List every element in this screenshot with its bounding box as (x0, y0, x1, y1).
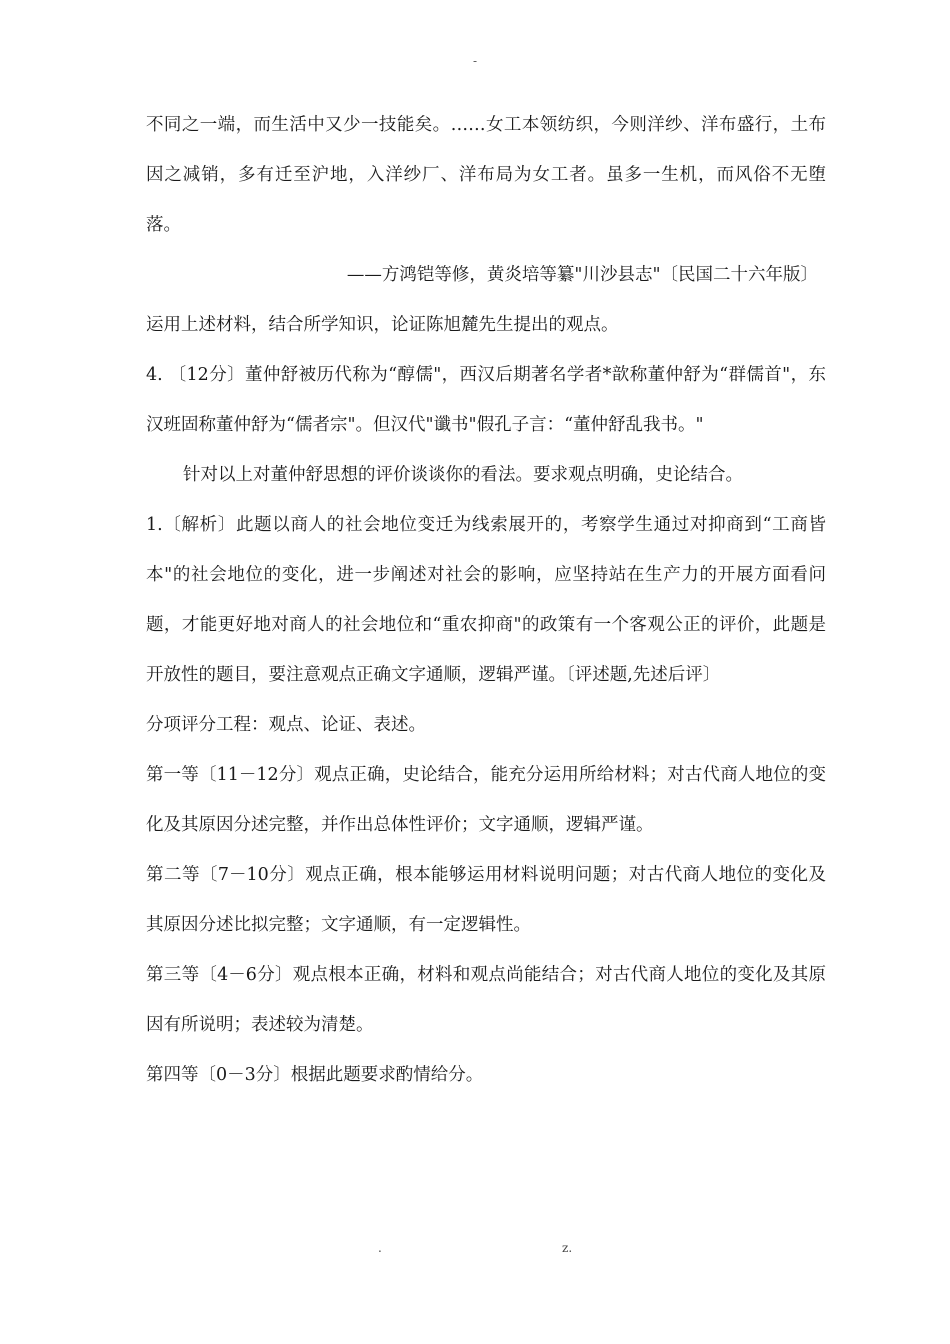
document-body (146, 100, 826, 1100)
question-4-instruction: 针对以上对董仲舒思想的评价谈谈你的看法。要求观点明确，史论结合。 (183, 465, 743, 485)
page-footer-right: z. (562, 1241, 573, 1255)
grade-level-2: 第二等〔7－10分〕观点正确，根本能够运用材料说明问题；对古代商人地位的变化及其原因分述比拟完整；文字通顺，有一定逻辑性。 (146, 865, 826, 935)
question-3-instruction: 运用上述材料，结合所学知识，论证陈旭麓先生提出的观点。 (146, 315, 619, 335)
page-footer-left: . (378, 1241, 382, 1255)
material-citation: ——方鸿铠等修，黄炎培等纂"川沙县志"〔民国二十六年版〕 (346, 265, 818, 285)
page-header-mark: - (472, 54, 478, 68)
grade-level-1: 第一等〔11－12分〕观点正确，史论结合，能充分运用所给材料；对古代商人地位的变化及其原因分述完整，并作出总体性评价；文字通顺，逻辑严谨。 (146, 765, 826, 835)
grade-level-3: 第三等〔4－6分〕观点根本正确，材料和观点尚能结合；对古代商人地位的变化及其原因有所说明；表述较为清楚。 (146, 965, 826, 1035)
answer-1-analysis: 1.〔解析〕此题以商人的社会地位变迁为线索展开的，考察学生通过对抑商到“工商皆本"的社会地位的变化，进一步阐述对社会的影响，应坚持站在生产力的开展方面看问题，才能更好地对商人的社会地位和“重农抑商"的政策有一个客观公正的评价，此题是开放性的题目，要注意观点正确文字通顺，逻辑严谨。〔评述题,先述后评〕 (146, 515, 826, 685)
grade-level-4: 第四等〔0－3分〕根据此题要求酌情给分。 (146, 1065, 484, 1085)
question-4-prompt: 4. 〔12分〕董仲舒被历代称为“醇儒"，西汉后期著名学者*歆称董仲舒为“群儒首"，东汉班固称董仲舒为“儒者宗"。但汉代"谶书"假孔子言：“董仲舒乱我书。" (146, 365, 826, 435)
scoring-items: 分项评分工程：观点、论证、表述。 (146, 715, 426, 735)
material-quote-text: 不同之一端，而生活中又少一技能矣。……女工本领纺织，今则洋纱、洋布盛行，土布因之减销，多有迁至沪地，入洋纱厂、洋布局为女工者。虽多一生机，而风俗不无堕落。 (146, 115, 826, 235)
